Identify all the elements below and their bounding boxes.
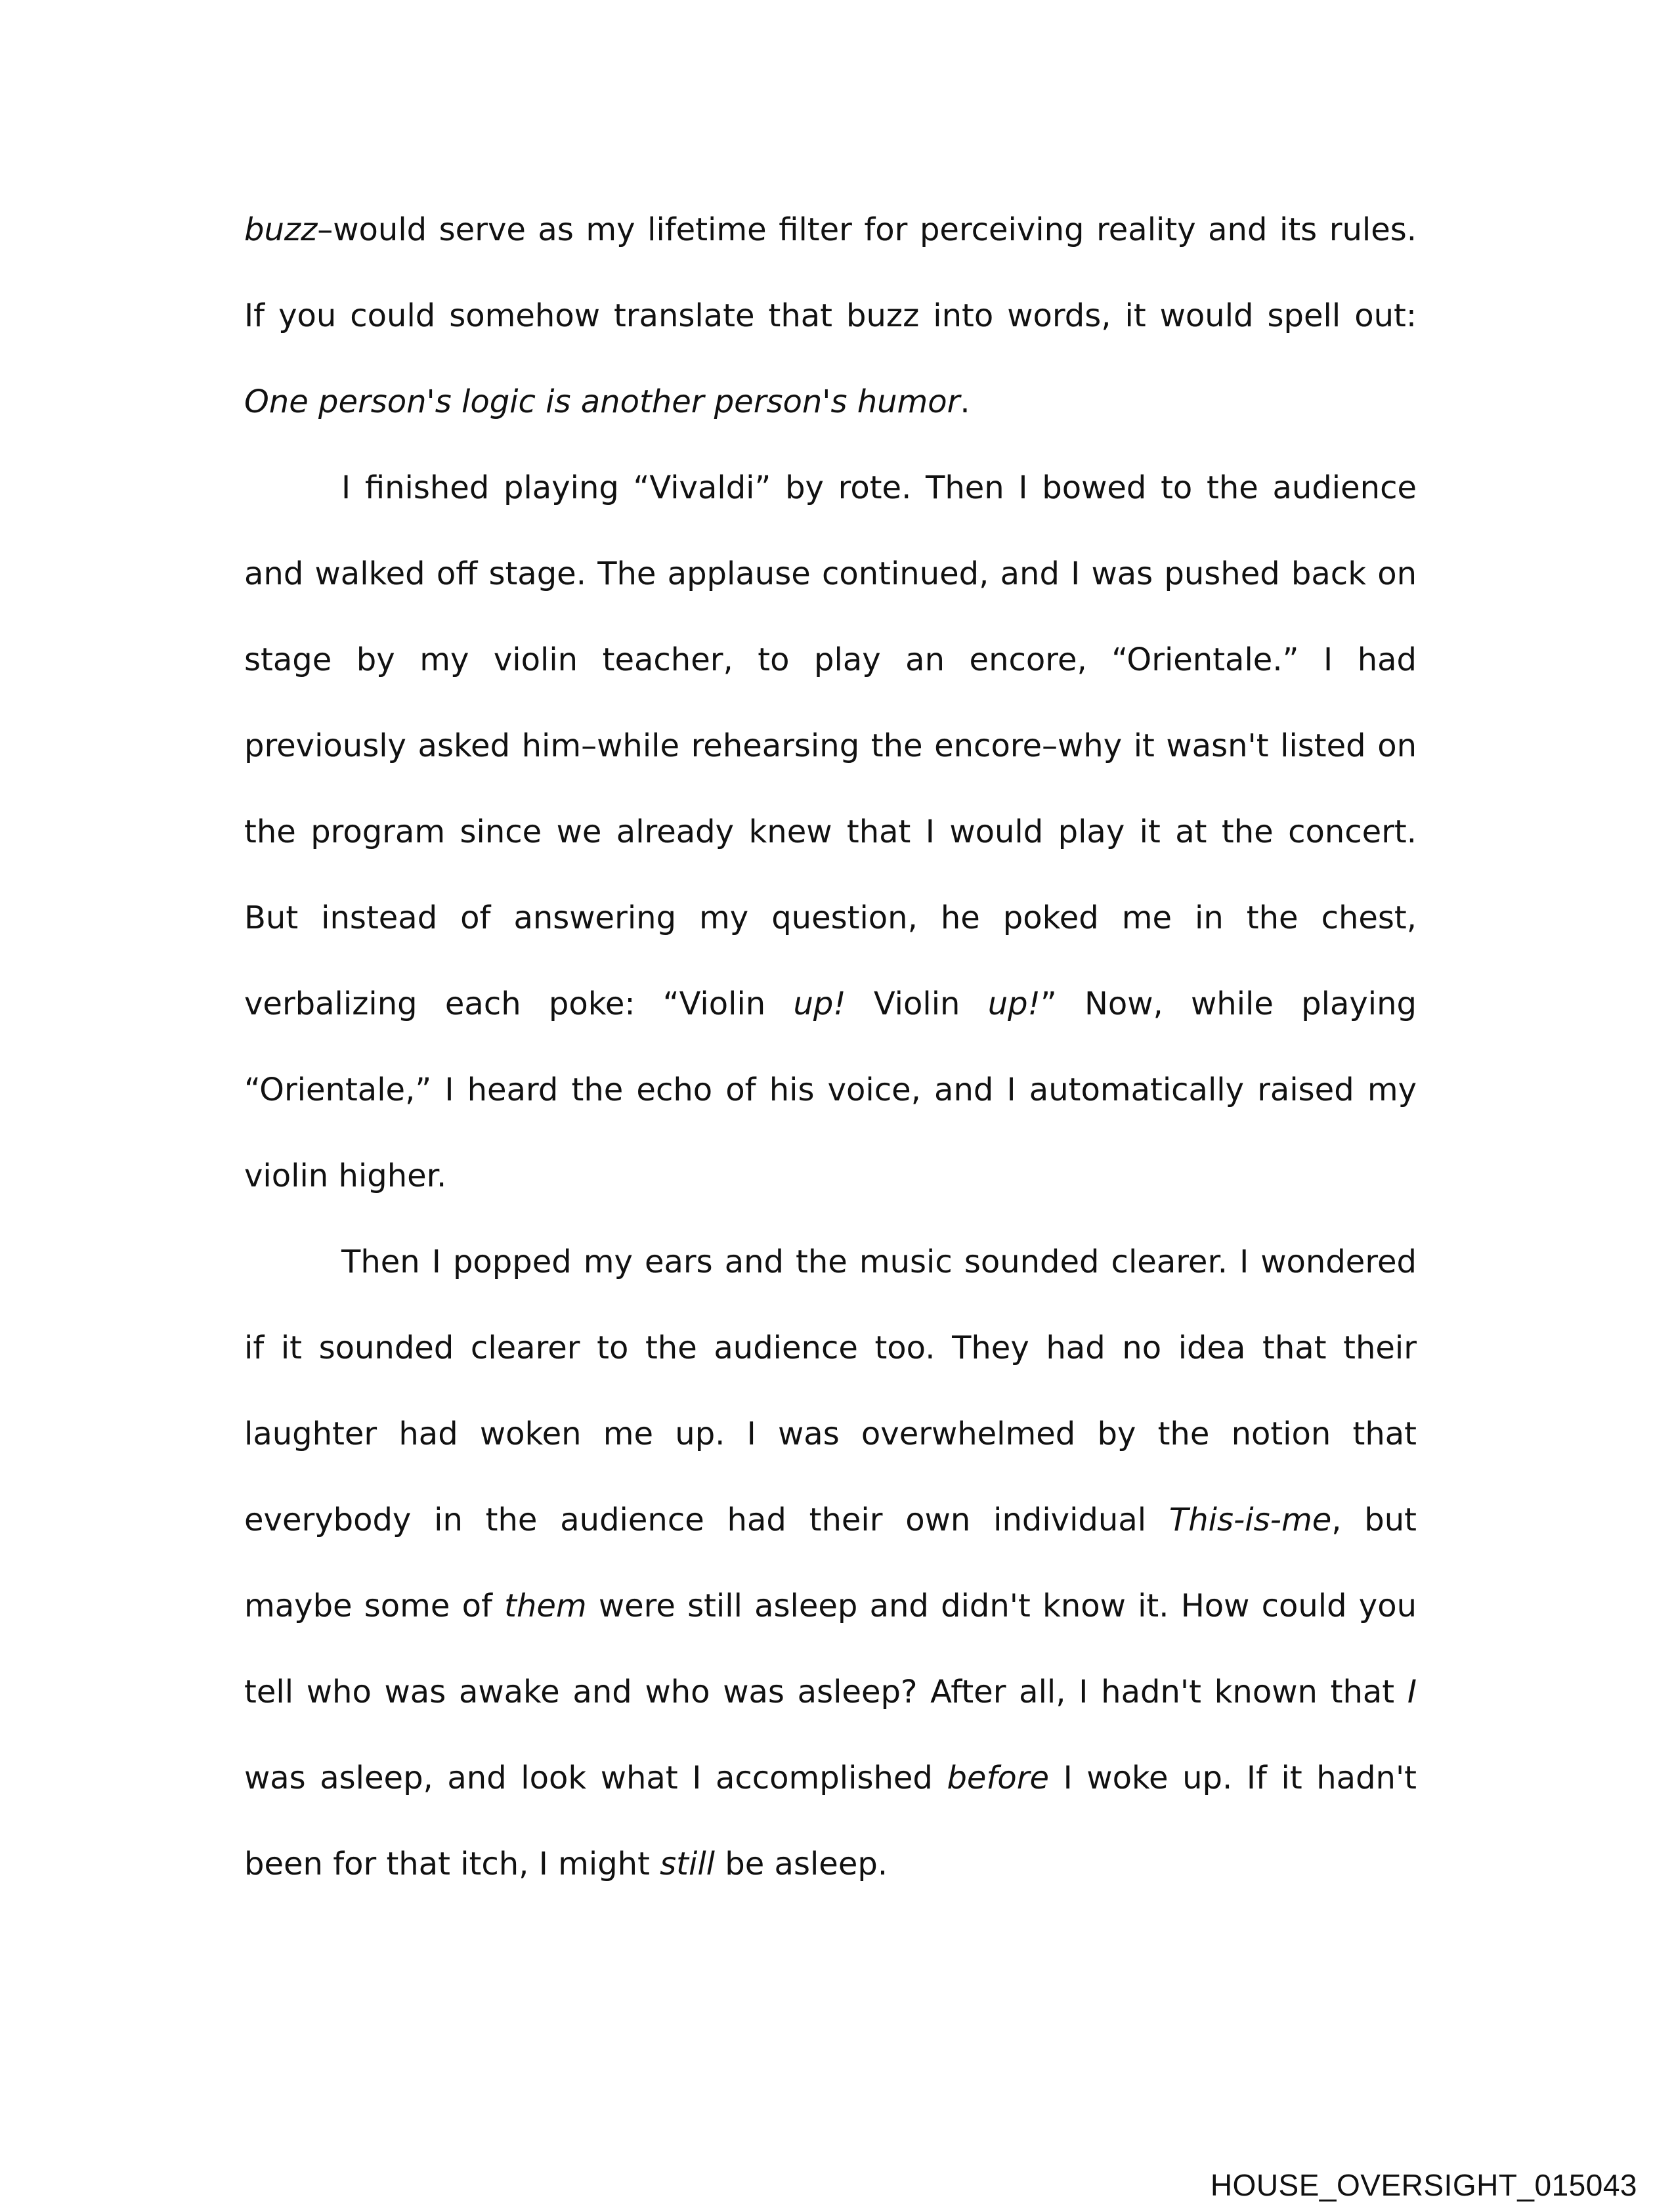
text-span: Violin (846, 986, 988, 1022)
text-span: ” Now, while playing “Orientale,” I heard the echo of his voice, and I automatically raised my violin higher. (244, 986, 1417, 1194)
text-span: . (960, 383, 970, 420)
text-span: Then I popped my ears and the music sounded clearer. I wondered if it sounded clearer to the audience too. They had no idea that their laughter had woken me up. I was overwhelmed by the notion that everybody in the audience had their own individual (244, 1244, 1417, 1538)
bates-number: HOUSE_OVERSIGHT_015043 (1210, 2168, 1637, 2202)
text-span: –would serve as my lifetime filter for perceiving reality and its rules. If you could somehow translate that buzz into words, it would spell out: (244, 211, 1417, 334)
text-span: I woke up. If it hadn't been for that itch, I might (244, 1760, 1417, 1882)
text-span: was asleep, and look what I accomplished (244, 1760, 947, 1796)
paragraph (244, 445, 1417, 1219)
text-span-italic: them (504, 1588, 587, 1624)
text-span: I finished playing “Vivaldi” by rote. Then I bowed to the audience and walked off stage. The applause continued, and I was pushed back on stage by my violin teacher, to play an encore, “Orientale.” I had previously asked him–while rehearsing the encore–why it wasn't listed on the program since we already knew that I would play it at the concert. But instead of answering my question, he poked me in the chest, verbalizing each poke: “Violin (244, 469, 1417, 1022)
text-span: , but maybe some of (244, 1502, 1417, 1624)
text-span-italic: up! (987, 986, 1041, 1022)
body-text (244, 187, 1417, 1907)
text-span-italic: buzz (244, 211, 318, 248)
paragraph (244, 1219, 1417, 1907)
paragraph (244, 187, 1417, 445)
text-span: were still asleep and didn't know it. How could you tell who was awake and who was asleep? After all, I hadn't known that (244, 1588, 1417, 1710)
text-span-italic: before (947, 1760, 1049, 1796)
text-span-italic: still (660, 1846, 716, 1882)
text-span-italic: I (1407, 1674, 1417, 1710)
text-span-italic: One person's logic is another person's humor (244, 383, 960, 420)
text-span-italic: up! (793, 986, 846, 1022)
text-span-italic: This-is-me (1169, 1502, 1332, 1538)
text-span: be asleep. (715, 1846, 888, 1882)
